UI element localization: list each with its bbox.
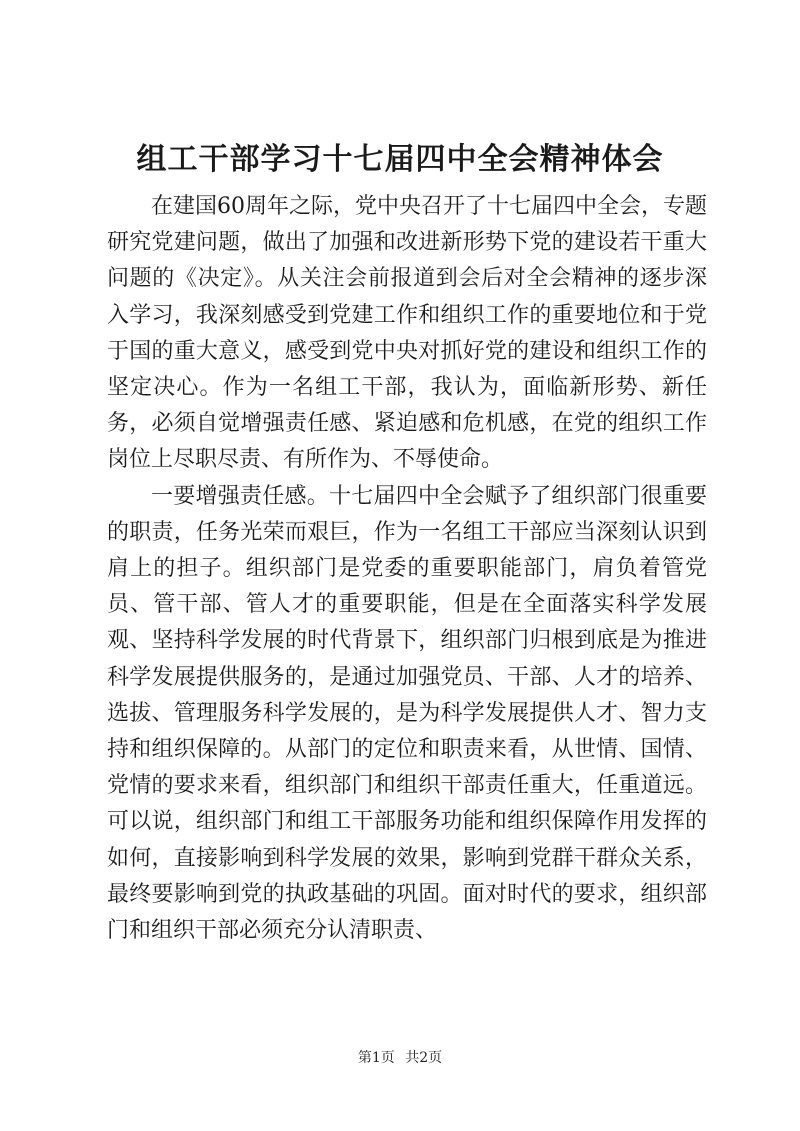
page-footer [0, 1048, 800, 1068]
document-title: 组工干部学习十七届四中全会精神体会 [136, 142, 664, 177]
paragraph-responsibility: 一要增强责任感。十七届四中全会赋予了组织部门很重要的职责，任务光荣而艰巨，作为一名组工干部应当深刻认识到肩上的担子。组织部门是党委的重要职能部门，肩负着管党员、管干部、管人才的重要职能，但是在全面落实科学发展观、坚持科学发展的时代背景下，组织部门归根到底是为推进科学发展提供服务的，是通过加强党员、干部、人才的培养、选拔、管理服务科学发展的，是为科学发展提供人才、智力支持和组织保障的。从部门的定位和职责来看，从世情、国情、党情的要求来看，组织部门和组织干部责任重大，任重道远。可以说，组织部门和组工干部服务功能和组织保障作用发挥的如何，直接影响到科学发展的效果，影响到党群干群众关系，最终要影响到党的执政基础的巩固。面对时代的要求，组织部门和组织干部必须充分认清职责、 [107, 483, 707, 944]
document-body [107, 189, 707, 949]
page-number: 第1页 [357, 1050, 395, 1066]
paragraph-intro: 在建国60周年之际，党中央召开了十七届四中全会，专题研究党建问题，做出了加强和改进新形势下党的建设若干重大问题的《决定》。从关注会前报道到会后对全会精神的逐步深入学习，我深刻感受到党建工作和组织工作的重要地位和于党于国的重大意义，感受到党中央对抓好党的建设和组织工作的坚定决心。作为一名组工干部，我认为，面临新形势、新任务，必须自觉增强责任感、紧迫感和危机感，在党的组织工作岗位上尽职尽责、有所作为、不辱使命。 [107, 194, 707, 473]
page-total: 共2页 [405, 1050, 443, 1066]
